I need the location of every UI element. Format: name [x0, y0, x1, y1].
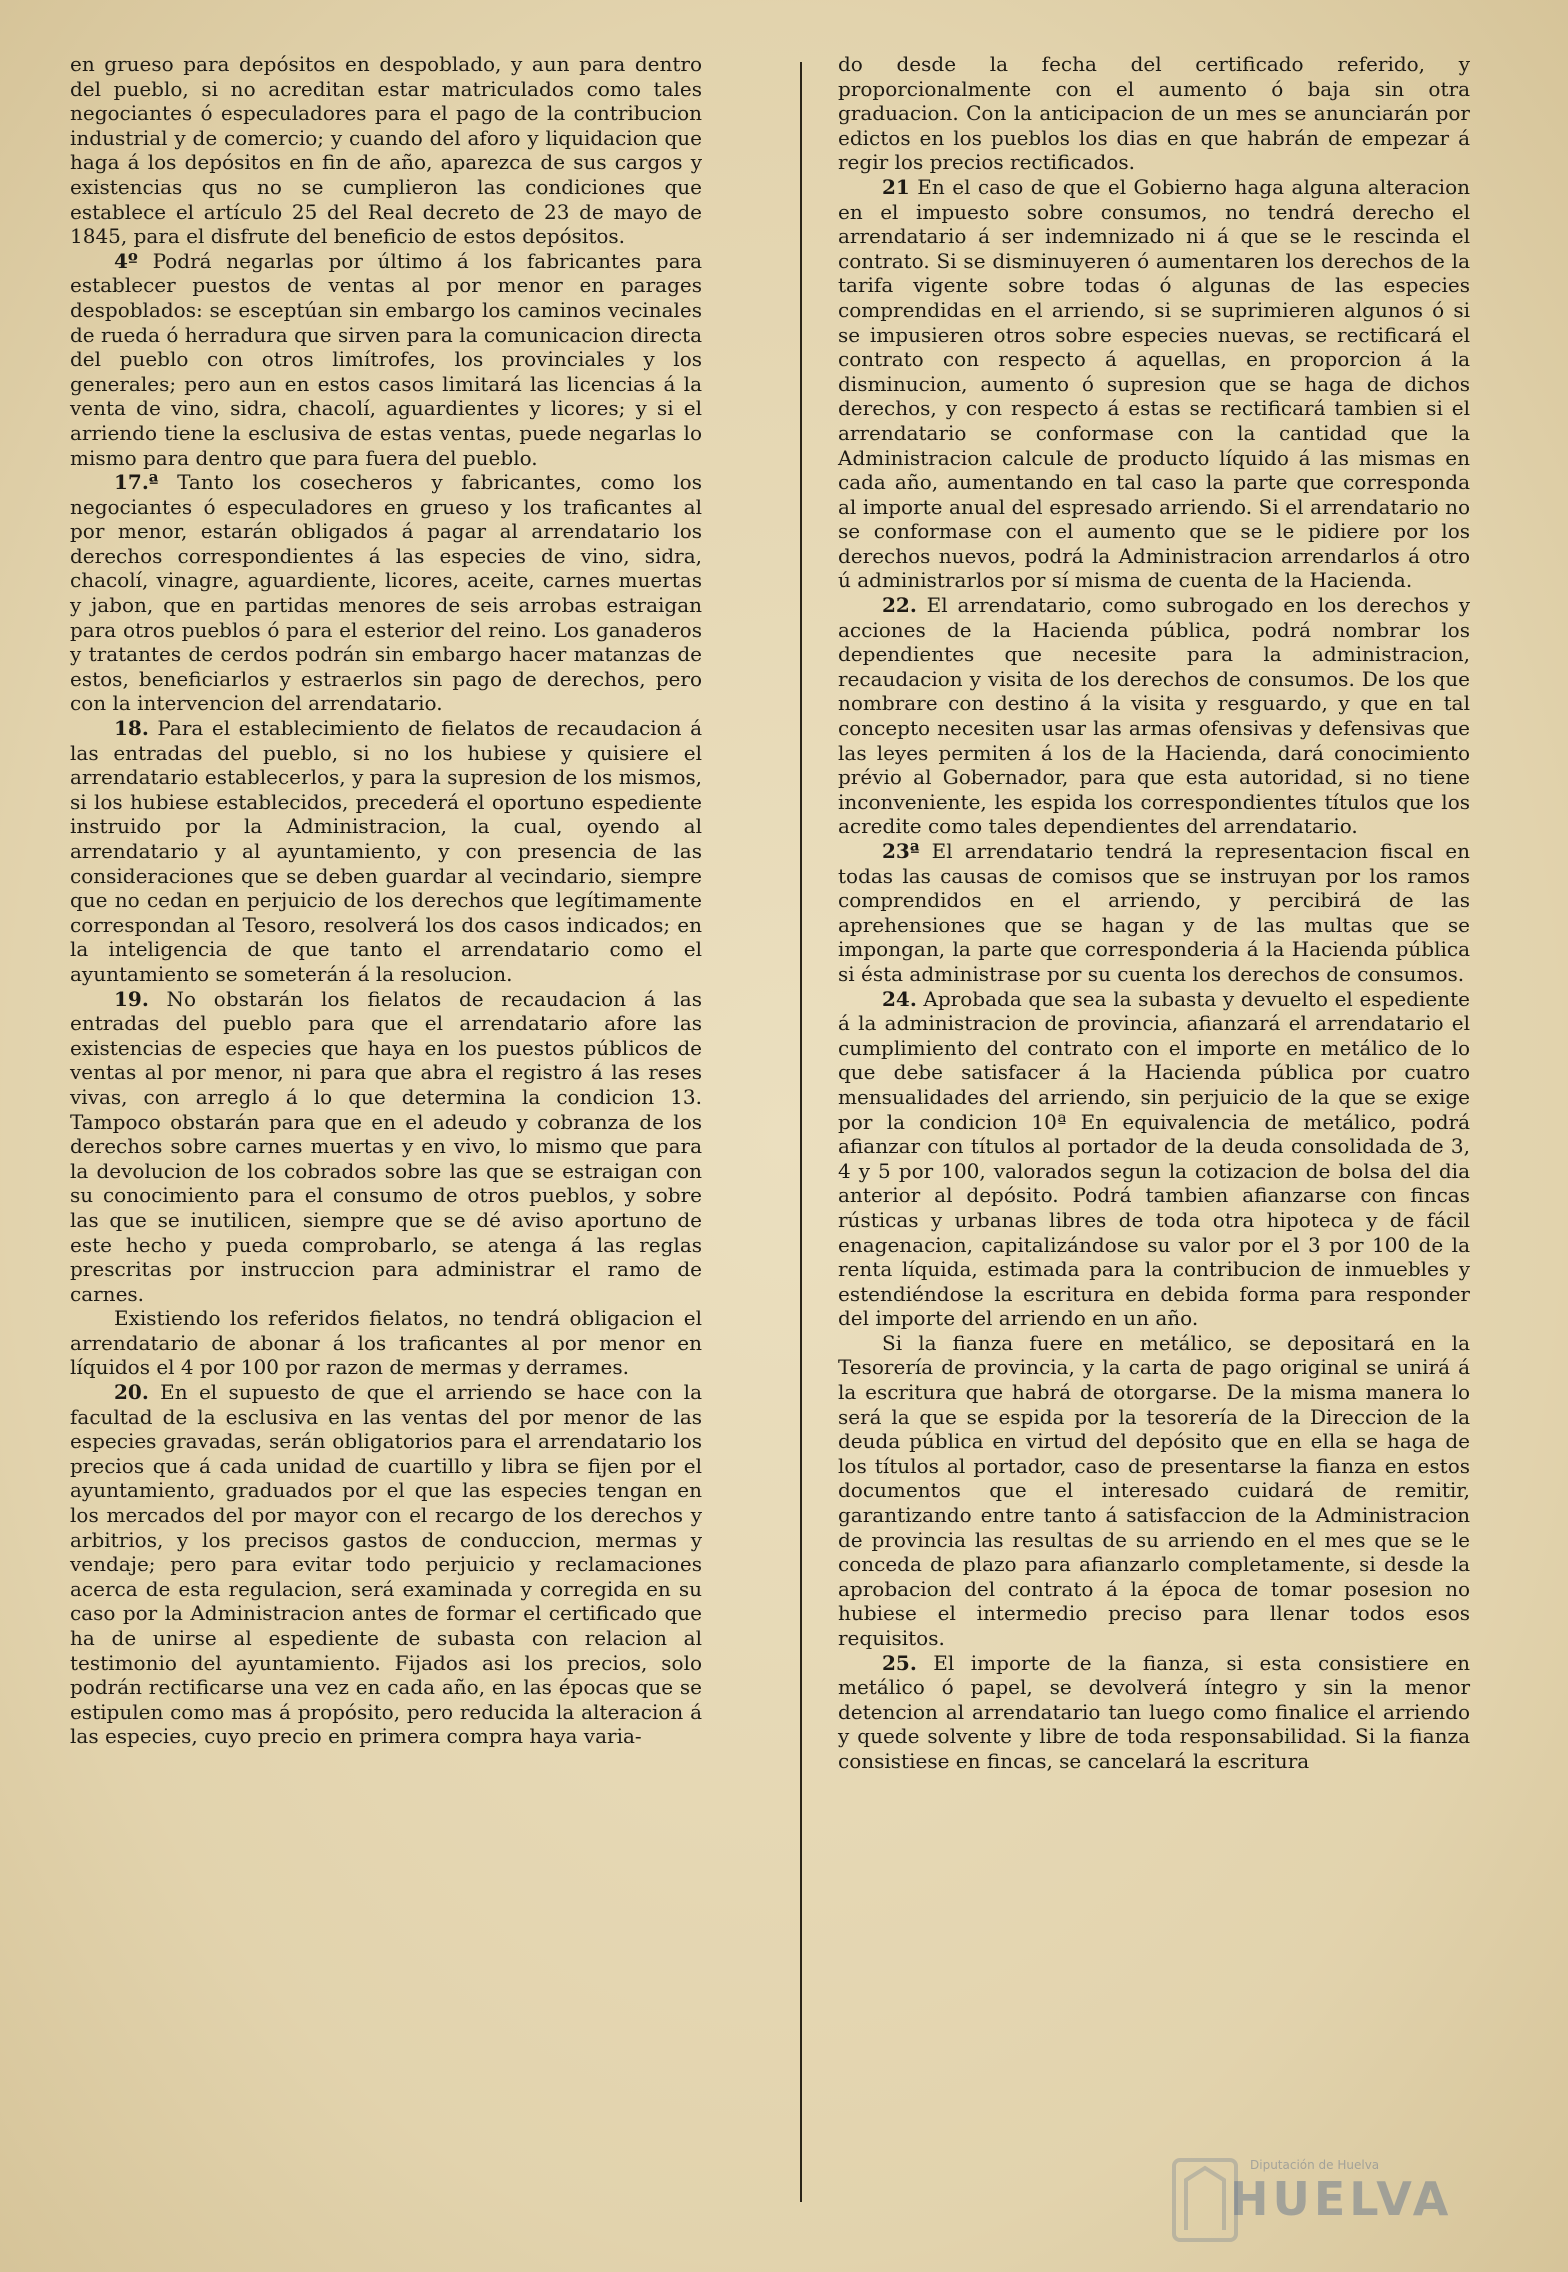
paragraph-text: No obstarán los fielatos de recaudacion á las entradas del pueblo para que el arrendatario afore las existencias de especies que haya en los puestos públicos de ventas al por menor, ni para que abra el registro á las reses vivas, con arreglo á lo que determina la condicion 13. Tampoco obstarán para que en el adeudo y cobranza de los derechos sobre carnes muertas y en vivo, lo mismo que para la devolucion de los cobrados sobre las que se estraigan con su conocimiento para el consumo de otros pueblos, y sobre las que se inutilicen, siempre que se dé aviso aportuno de este hecho y pueda comprobarlo, se atenga á las reglas prescritas por instruccion para administrar el ramo de carnes.	[70, 986, 702, 1306]
text-paragraph	[70, 1306, 702, 1380]
article-paragraph	[70, 470, 702, 716]
article-paragraph	[838, 1651, 1470, 1774]
watermark-subtitle: Diputación de Huelva	[1250, 2158, 1380, 2172]
article-number: 18.	[114, 716, 149, 741]
article-paragraph	[70, 987, 702, 1307]
paragraph-text: En el caso de que el Gobierno haga alguna alteracion en el impuesto sobre consumos, no tendrá derecho el arrendatario á ser indemnizado ni á que se le rescinda el contrato. Si se disminuyeren ó aumentaren los derechos de la tarifa vigente sobre todas ó algunas de las especies comprendidas en el arriendo, si se suprimieren algunos ó si se impusieren otros sobre especies nuevas, se rectificará el contrato con respecto á aquellas, en proporcion á la disminucion, aumento ó supresion que se haga de dichos derechos, y con respecto á estas se rectificará tambien si el arrendatario se conformase con la cantidad que la Administracion calcule de producto líquido á las mismas en cada año, aumentando en tal caso la parte que corresponda al importe anual del espresado arriendo. Si el arrendatario no se conformase con el aumento que se le pidiere por los derechos nuevos, podrá la Administracion arrendarlos á otro ú administrarlos por sí misma de cuenta de la Hacienda.	[838, 174, 1470, 593]
article-number: 22.	[882, 593, 917, 618]
article-paragraph	[838, 987, 1470, 1331]
article-number: 20.	[114, 1380, 149, 1405]
article-number: 4º	[114, 248, 138, 273]
article-number: 21	[882, 174, 910, 199]
article-number: 19.	[114, 986, 149, 1011]
paragraph-text: Si la fianza fuere en metálico, se depositará en la Tesorería de provincia, y la carta de pago original se unirá á la escritura que habrá de otorgarse. De la misma manera lo será la que se espida por la tesorería de la Direccion de la deuda pública en virtud del depósito que en ella se haga de los títulos al portador, caso de presentarse la fianza en estos documentos que el interesado cuidará de remitir, garantizando entre tanto á satisfaccion de la Administracion de provincia las resultas de su arriendo en el mes que se le conceda de plazo para afianzarlo completamente, si desde la aprobacion del contrato á la época de tomar posesion no hubiese el intermedio preciso para llenar todos esos requisitos.	[838, 1330, 1470, 1650]
article-paragraph	[70, 716, 702, 987]
article-paragraph	[838, 175, 1470, 593]
paragraph-text: Para el establecimiento de fielatos de recaudacion á las entradas del pueblo, si no los hubiese y quisiere el arrendatario establecerlos, y para la supresion de los mismos, si los hubiese establecidos, precederá el oportuno espediente instruido por la Administracion, la cual, oyendo al arrendatario y al ayuntamiento, y con presencia de las consideraciones que se deben guardar al vecindario, siempre que no cedan en perjuicio de los derechos que legítimamente correspondan al Tesoro, resolverá los dos casos indicados; en la inteligencia de que tanto el arrendatario como el ayuntamiento se someterán á la resolucion.	[70, 716, 702, 986]
article-number: 17.ª	[114, 470, 159, 495]
paragraph-text: Tanto los cosecheros y fabricantes, como los negociantes ó especuladores en grueso y los traficantes al por menor, estarán obligados á pagar al arrendatario los derechos correspondientes á las especies de vino, sidra, chacolí, vinagre, aguardiente, licores, aceite, carnes muertas y jabon, que en partidas menores de seis arrobas estraigan para otros pueblos ó para el esterior del reino. Los ganaderos y tratantes de cerdos podrán sin embargo hacer matanzas de estos, beneficiarlos y estraerlos sin pago de derechos, pero con la intervencion del arrendatario.	[70, 470, 702, 716]
article-number: 23ª	[882, 839, 920, 863]
paragraph-text: En el supuesto de que el arriendo se hace con la facultad de la esclusiva en las ventas del por menor de las especies gravadas, serán obligatorios para el arrendatario los precios que á cada unidad de cuartillo y libra se fijen por el ayuntamiento, graduados por el que las especies tengan en los mercados del por mayor con el recargo de los derechos y arbitrios, y los precisos gastos de conduccion, mermas y vendaje; pero para evitar todo perjuicio y reclamaciones acerca de esta regulacion, será examinada y corregida en su caso por la Administracion antes de formar el certificado que ha de unirse al espediente de subasta con relacion al testimonio del ayuntamiento. Fijados asi los precios, solo podrán rectificarse una vez en cada año, en las épocas que se estipulen como mas á propósito, pero reducida la alteracion á las especies, cuyo precio en primera compra haya varia-	[70, 1380, 702, 1749]
paragraph-text: El importe de la fianza, si esta consistiere en metálico ó papel, se devolverá íntegro y sin la menor detencion al arrendatario tan luego como finalice el arriendo y quede solvente y libre de toda responsabilidad. Si la fianza consistiese en fincas, se cancelará la escritura	[838, 1650, 1470, 1773]
left-column	[70, 52, 702, 1749]
article-paragraph	[70, 1380, 702, 1749]
watermark-text: HUELVA	[1230, 2172, 1453, 2226]
article-paragraph	[838, 593, 1470, 839]
article-number: 24.	[882, 986, 917, 1011]
paragraph-text: Podrá negarlas por último á los fabricantes para establecer puestos de ventas al por menor en parages despoblados: se esceptúan sin embargo los caminos vecinales de rueda ó herradura que sirven para la comunicacion directa del pueblo con otros limítrofes, los provinciales y los generales; pero aun en estos casos limitará las licencias á la venta de vino, sidra, chacolí, aguardientes y licores; y si el arriendo tiene la esclusiva de estas ventas, puede negarlas lo mismo para dentro que para fuera del pueblo.	[70, 248, 702, 470]
right-column	[838, 52, 1470, 1774]
paragraph-text: El arrendatario tendrá la representacion fiscal en todas las causas de comisos que se instruyan por los ramos comprendidos en el arriendo, y percibirá de las aprehensiones que se hagan y de las multas que se impongan, la parte que corresponderia á la Hacienda pública si ésta administrase por su cuenta los derechos de consumos.	[838, 839, 1470, 986]
article-paragraph	[838, 839, 1470, 987]
paragraph-text: Aprobada que sea la subasta y devuelto el espediente á la administracion de provincia, afianzará el arrendatario el cumplimiento del contrato con el importe en metálico de lo que debe satisfacer á la Hacienda pública por cuatro mensualidades del arriendo, sin perjuicio de la que se exige por la condicion 10ª En equivalencia de metálico, podrá afianzar con títulos al portador de la deuda consolidada de 3, 4 y 5 por 100, valorados segun la cotizacion de bolsa del dia anterior al depósito. Podrá tambien afianzarse con fincas rústicas y urbanas libres de toda otra hipoteca y de fácil enagenacion, capitalizándose su valor por el 3 por 100 de la renta líquida, estimada para la contribucion de inmuebles y estendiéndose la escritura en debida forma para responder del importe del arriendo en un año.	[838, 986, 1470, 1331]
paragraph-text: Existiendo los referidos fielatos, no tendrá obligacion el arrendatario de abonar á los traficantes al por menor en líquidos el 4 por 100 por razon de mermas y derrames.	[70, 1306, 702, 1380]
paragraph-text: en grueso para depósitos en despoblado, y aun para dentro del pueblo, si no acreditan estar matriculados como tales negociantes ó especuladores para el pago de la contribucion industrial y de comercio; y cuando del aforo y liquidacion que haga á los depósitos en fin de año, aparezca de sus cargos y existencias qus no se cumplieron las condiciones que establece el artículo 25 del Real decreto de 23 de mayo de 1845, para el disfrute del beneficio de estos depósitos.	[70, 52, 702, 249]
column-divider	[800, 62, 802, 2202]
paragraph-text: El arrendatario, como subrogado en los derechos y acciones de la Hacienda pública, podrá nombrar los dependientes que necesite para la administracion, recaudacion y visita de los derechos de consumos. De los que nombrare con destino á la visita y resguardo, y que en tal concepto necesiten usar las armas ofensivas y defensivas que las leyes permiten á los de la Hacienda, dará conocimiento prévio al Gobernador, para que esta autoridad, si no tiene inconveniente, les espida los correspondientes títulos que los acredite como tales dependientes del arrendatario.	[838, 593, 1470, 839]
paragraph-text: do desde la fecha del certificado referido, y proporcionalmente con el aumento ó baja sin otra graduacion. Con la anticipacion de un mes se anunciarán por edictos en los pueblos los dias en que habrán de empezar á regir los precios rectificados.	[838, 52, 1470, 175]
text-paragraph	[70, 52, 702, 249]
article-number: 25.	[882, 1650, 917, 1675]
text-paragraph	[838, 52, 1470, 175]
article-paragraph	[70, 249, 702, 470]
text-paragraph	[838, 1331, 1470, 1651]
